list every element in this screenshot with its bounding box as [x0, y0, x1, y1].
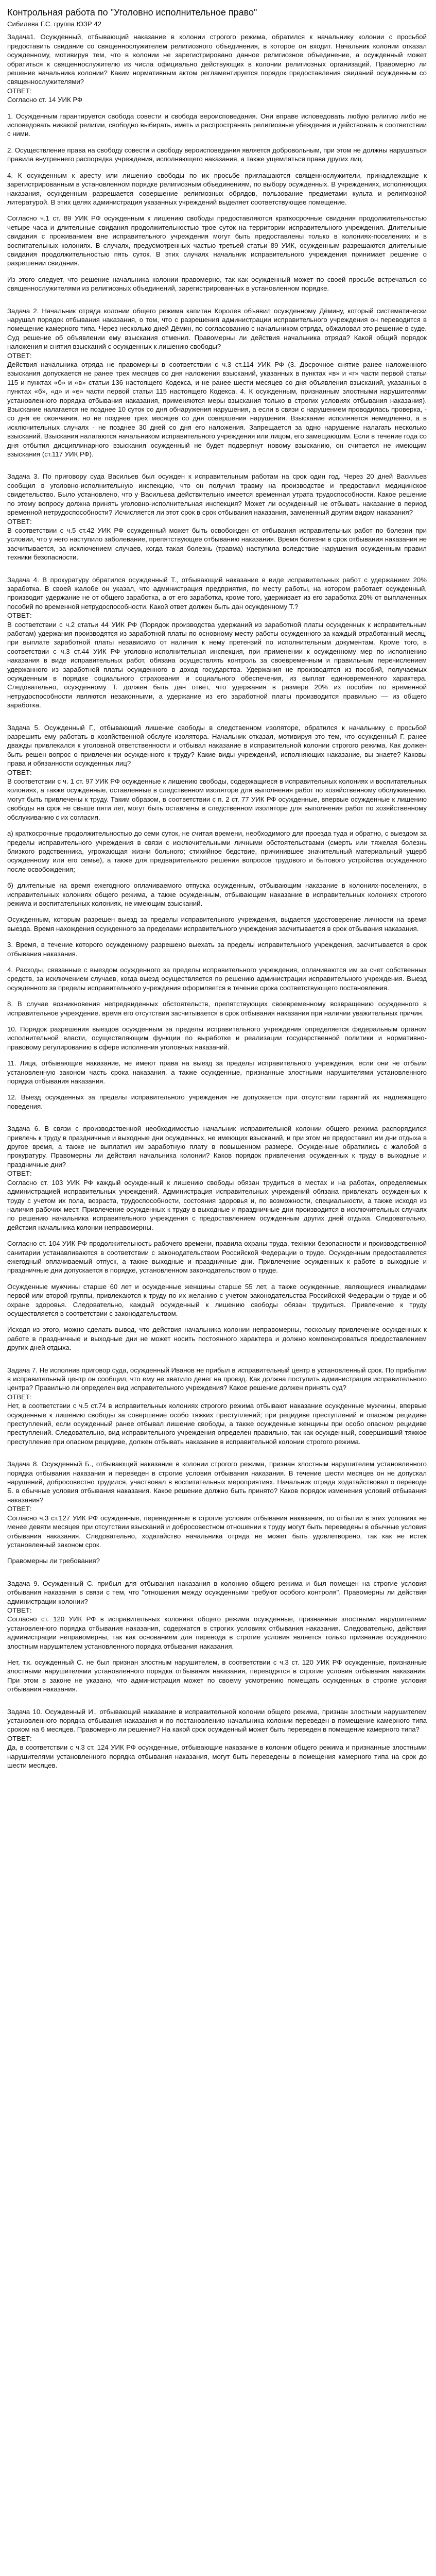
answer-paragraph: Согласно ст. 104 УИК РФ продолжительность рабочего времени, правила охраны труда, техники безопасности и производственной санитарии устанавливаются в соответствии с законодательством Российской Федерации о труде. Осужденным предоставляется ежегодный оплачиваемый отпуск, а также выходные и праздничные дни. Привлечение осужденных к работе в выходные и праздничные дни допускается в порядке, установленном законодательством о труде. [7, 1240, 427, 1275]
task-question: Задача 6. В связи с производственной необходимостью начальник исправительной колонии общего режима распорядился привлечь к труду в праздничные и выходные дни осужденных, не имеющих взысканий, и при этом не предоставил им дни отдыха в другое время, а также не выплатил им заработную плату в повышенном размере. Осужденные обратились с жалобой в прокуратуру. Правомерны ли действия начальника колонии? Каков порядок привлечения осужденных к труду в выходные и праздничные дни? [7, 1125, 427, 1168]
task-question: Задача 9. Осужденный С. прибыл для отбывания наказания в колонию общего режима и был помещен на строгие условия отбывания наказания в связи с тем, что "отношения между осужденными требуют особого контроля". Правомерны ли действия администрации колонии? [7, 1579, 427, 1605]
answer-body [7, 1401, 427, 1446]
task-item [7, 307, 427, 459]
answer-paragraph: Да, в соответствии с ч.3 ст. 124 УИК РФ осужденные, отбывающие наказание в колонии общего режима и признанные злостными нарушителями установленного порядка отбывания наказания, могут быть переведены в помещения камерного типа на срок до шести месяцев. [7, 1743, 427, 1770]
answer-paragraph: Согласно ст. 120 УИК РФ в исправительных колониях общего режима осужденные, признанные злостными нарушителями установленного порядка отбывания наказания, содержатся в строгих условиях отбывания наказания. Следовательно, действия администрации неправомерны, так как основанием для перевода в строгие условия является только признание осужденного злостным нарушителем установленного порядка отбывания наказания. [7, 1615, 427, 1650]
answer-label: ОТВЕТ: [7, 1734, 32, 1742]
task-item [7, 1124, 427, 1352]
answer-label: ОТВЕТ: [7, 1606, 32, 1614]
answer-body [7, 777, 427, 1111]
answer-label: ОТВЕТ: [7, 1505, 32, 1513]
answer-paragraph: В соответствии с ч.5 ст.42 УИК РФ осужденный может быть освобожден от отбывания исправительных работ по болезни при условии, что у него наступило заболевание, препятствующее отбыванию наказания. Время болезни в срок отбывания наказания не засчитывается, за исключением случаев, когда такая болезнь (травма) наступила вследствие нарушения осужденным правил техники безопасности. [7, 526, 427, 562]
task-question: Задача 5. Осужденный Г., отбывающий лишение свободы в следственном изоляторе, обратился к начальнику с просьбой разрешить ему работать в хозяйственной обслуге изолятора. Начальник отказал, мотивируя это тем, что осужденный Г. ранее дважды привлекался к уголовной ответственности и отбывал наказание в исправительной колонии строгого режима. Как должен быть решен вопрос о привлечении осужденного к труду? Какие виды учреждений, исполняющих наказание, вы знаете? Каковы права и обязанности осужденных лиц? [7, 723, 427, 768]
answer-label: ОТВЕТ: [7, 87, 32, 95]
answer-label: ОТВЕТ: [7, 351, 32, 360]
task-item [7, 1460, 427, 1565]
answer-paragraph: 11. Лица, отбывающие наказание, не имеют права на выезд за пределы исправительного учреждения, если они не отбыли установленную законом часть срока наказания, а также осужденные, признанные злостными нарушителями установленного порядка отбывания наказания. [7, 1059, 427, 1086]
answer-paragraph: 8. В случае возникновения непредвиденных обстоятельств, препятствующих своевременному возвращению осужденного в исправительное учреждение, время его отсутствия засчитывается в срок отбывания наказания при наличии уважительных причин. [7, 1000, 427, 1017]
answer-body [7, 1178, 427, 1352]
answer-paragraph: Согласно ч.1 ст. 89 УИК РФ осужденным к лишению свободы предоставляются краткосрочные свидания продолжительностью четыре часа и длительные свидания продолжительностью трое суток на территории исправительного учреждения. Длительные свидания с проживанием вне исправительного учреждения могут быть предоставлены только в колониях-поселениях и в воспитательных колониях. В случаях, предусмотренных частью третьей статьи 89 УИК, осужденным разрешаются длительные свидания продолжительностью пять суток. В этих случаях начальник исправительного учреждения принимает решение о разрешении свидания. [7, 214, 427, 267]
task-item [7, 723, 427, 1111]
answer-body [7, 526, 427, 562]
task-question: Задача1. Осужденный, отбывающий наказание в колонии строгого режима, обратился к начальнику колонии с просьбой предоставить свидание со священнослужителем религиозного объединения, в которое он входит. Начальник колонии отказал осужденному, мотивируя тем, что в колонии не зарегистрировано данное религиозное объединение, а осужденный может обратиться к священнослужителю из числа официально действующих в колонии религиозных организаций. Правомерно ли решение начальника колонии? Каким нормативным актом регламентируется порядок предоставления свиданий осужденным со священнослужителями? [7, 33, 427, 86]
answer-body [7, 1514, 427, 1566]
document-title: Контрольная работа по "Уголовно исполнительное право" [7, 7, 257, 18]
answer-paragraph: Согласно ч.3 ст.127 УИК РФ осужденные, переведенные в строгие условия отбывания наказания, по отбытии в этих условиях не менее девяти месяцев при отсутствии взысканий и добросовестном отношении к труду могут быть переведены в обычные условия отбывания наказания. Следовательно, ходатайство начальника отряда не может быть удовлетворено, так как не истек установленный законом срок. [7, 1514, 427, 1549]
answer-body [7, 620, 427, 710]
answer-paragraph: Нет, в соответствии с ч.5 ст.74 в исправительных колониях строгого режима отбывают наказание осужденные мужчины, впервые осужденные к лишению свободы за совершение особо тяжких преступлений; при рецидиве преступлений и опасном рецидиве преступлений, если осужденный ранее отбывал лишение свободы, а также осужденные женщины при особо опасном рецидиве преступлений. Следовательно, вид исправительного учреждения определен правильно, так как осужденный, совершивший тяжкое преступление при опасном рецидиве, должен отбывать наказание в исправительной колонии строгого режима. [7, 1402, 427, 1446]
answer-paragraph: Осужденные мужчины старше 60 лет и осужденные женщины старше 55 лет, а также осужденные, являющиеся инвалидами первой или второй группы, привлекаются к труду по их желанию с учетом законодательства Российской Федерации о труде и об охране здоровья. Следовательно, каждый осужденный к лишению свободы обязан трудиться. Привлечение к труду осуществляется в соответствии с законодательством. [7, 1282, 427, 1317]
answer-paragraph: а) краткосрочные продолжительностью до семи суток, не считая времени, необходимого для проезда туда и обратно, с выездом за пределы исправительного учреждения в связи с исключительными личными обстоятельствами (смерть или тяжелая болезнь близкого родственника, угрожающая жизни больного; стихийное бедствие, причинившее значительный материальный ущерб осужденному или его семье), а также для предварительного решения вопросов трудового и бытового устройства осужденного после освобождения; [7, 829, 427, 873]
answer-paragraph: Из этого следует, что решение начальника колонии правомерно, так как осужденный может по своей просьбе встречаться со священнослужителями из религиозных объединений, зарегистрированных в установленном порядке. [7, 275, 427, 293]
answer-paragraph: 2. Осуществление права на свободу совести и свободу вероисповедания является добровольным, при этом не должны нарушаться правила внутреннего распорядка учреждения, исполняющего наказания, а также ущемляться права других лиц. [7, 146, 427, 163]
answer-label: ОТВЕТ: [7, 1170, 32, 1178]
answer-label: ОТВЕТ: [7, 612, 32, 620]
answer-paragraph: Действия начальника отряда не правомерны в соответствии с ч.3 ст.114 УИК РФ (3. Досрочное снятие ранее наложенного взыскания допускается не ранее трех месяцев со дня наложения взысканий, указанных в пунктах «в» и «г» части первой статьи 115 и пунктах «б» и «в» статьи 136 настоящего Кодекса, и не ранее шести месяцев со дня объявления взысканий, указанных в пунктах «б», «д» и «е» части первой статьи 115 настоящего Кодекса. 4. К осужденным, признанным злостными нарушителями установленного порядка отбывания наказания, применяются меры взыскания только в строгих условиях отбывания наказания). Взыскание налагается не позднее 10 суток со дня обнаружения нарушения, а если в связи с нарушением проводилась проверка, - со дня ее окончания, но не позднее трех месяцев со дня совершения нарушения. Взыскание исполняется немедленно, а в исключительных случаях - не позднее 30 дней со дня его наложения. Запрещается за одно нарушение налагать несколько взысканий. Взыскания налагаются начальником исправительного учреждения или лицом, его замещающим. Если в течение года со дня отбытия дисциплинарного взыскания осужденный не будет подвергнут новому взысканию, он считается не имеющим взыскания (ст.117 УИК РФ). [7, 361, 427, 459]
answer-paragraph: Осужденным, которым разрешен выезд за пределы исправительного учреждения, выдается удостоверение личности на время выезда. Время нахождения осужденного за пределами исправительного учреждения засчитывается в срок отбывания наказания. [7, 916, 427, 933]
answer-paragraph: Правомерны ли требования? [7, 1557, 100, 1565]
task-item [7, 1366, 427, 1447]
task-item [7, 472, 427, 562]
answer-body [7, 1743, 427, 1770]
answer-paragraph: 1. Осужденным гарантируется свобода совести и свобода вероисповедания. Они вправе исповедовать любую религию либо не исповедовать никакой религии, свободно выбирать, иметь и распространять религиозные убеждения и действовать в соответствии с ними. [7, 112, 427, 138]
answer-paragraph: Согласно ст. 103 УИК РФ каждый осужденный к лишению свободы обязан трудиться в местах и на работах, определяемых администрацией исправительных учреждений. Администрация исправительных учреждений обязана привлекать осужденных к труду с учетом их пола, возраста, трудоспособности, состояния здоровья и, по возможности, специальности, а также исходя из наличия рабочих мест. Привлечение осужденных к труду в выходные и праздничные дни производится в исключительных случаях по решению начальника исправительного учреждения с предоставлением осужденным других дней отдыха. Следовательно, действия начальника колонии неправомерны. [7, 1178, 427, 1231]
answer-paragraph: 4. К осужденным к аресту или лишению свободы по их просьбе приглашаются священнослужители, принадлежащие к зарегистрированным в установленном порядке религиозным объединениям, по выбору осужденных. В учреждениях, исполняющих наказания, осужденным разрешается совершение религиозных обрядов, пользование предметами культа и религиозной литературой. В этих целях администрация указанных учреждений выделяет соответствующее помещение. [7, 171, 427, 206]
answer-paragraph: Нет, т.к. осужденный С. не был признан злостным нарушителем, в соответствии с ч.3 ст. 120 УИК РФ осужденные, признанные злостными нарушителями установленного порядка отбывания наказания, переводятся в строгие условия отбывания наказания. При этом в законе не указано, что администрация может по своему усмотрению помещать осужденных в строгие условия отбывания наказания. [7, 1658, 427, 1693]
answer-body [7, 1615, 427, 1693]
document-author: Сибилева Г.С. группа ЮЗР 42 [7, 20, 102, 28]
answer-paragraph: 3. Время, в течение которого осужденному разрешено выехать за пределы исправительного учреждения, засчитывается в срок отбывания наказания. [7, 941, 427, 958]
answer-paragraph: В соответствии с ч. 1 ст. 97 УИК РФ осужденные к лишению свободы, содержащиеся в исправительных колониях и воспитательных колониях, а также осужденные, оставленные в следственном изоляторе для выполнения работ по хозяйственному обслуживанию, могут быть привлечены к труду. Таким образом, в соответствии с п. 2 ст. 77 УИК РФ осужденные, впервые осужденные к лишению свободы на срок не свыше пяти лет, могут быть оставлены в следственном изоляторе для выполнения работ по хозяйственному обслуживанию с их согласия. [7, 777, 427, 821]
answer-paragraph: 4. Расходы, связанные с выездом осужденного за пределы исправительного учреждения, оплачиваются им за счет собственных средств, за исключением случаев, когда выезд осуществляется по решению администрации исправительного учреждения. Выезд осужденного за пределы исправительного учреждения оформляется в течение срока соответствующего постановления. [7, 965, 427, 992]
answer-body [7, 95, 427, 293]
task-item [7, 1707, 427, 1770]
answer-body [7, 360, 427, 459]
answer-paragraph: В соответствии с ч.2 статьи 44 УИК РФ (Порядок производства удержаний из заработной платы осужденных к исправительным работам) удержания производятся из заработной платы по основному месту работы осужденного за каждый отработанный месяц, при выплате заработной платы независимо от наличия к нему претензий по исполнительным документам. Кроме того, в соответствии с ч.3 ст.44 УИК РФ уголовно-исполнительная инспекция, при применении к осужденному мер по исполнению наказания в виде исправительных работ, обязана осуществлять контроль за своевременным и правильным перечислением удержанного из заработной платы осужденного в доход государства. Удержания не производятся из пособий, получаемых осужденным в порядке социального страхования и социального обеспечения, из выплат единовременного характера. Следовательно, осужденному Т. должен быть дан ответ, что удержания в размере 20% из пособия по временной нетрудоспособности являются незаконными, а удержание из его заработной платы производится правильно — из общего заработка. [7, 620, 427, 709]
task-question: Задача 10. Осужденный И., отбывающий наказание в исправительной колонии общего режима, признан злостным нарушителем установленного порядка отбывания наказания и по постановлению начальника колонии переведен в помещение камерного типа сроком на 6 месяцев. Правомерно ли решение? На какой срок осужденный может быть переведен в помещение камерного типа? [7, 1707, 427, 1734]
task-question: Задача 7. Не исполнив приговор суда, осужденный Иванов не прибыл в исправительный центр в установленный срок. По прибытии в исправительный центр он сообщил, что ему не хватило денег на проезд. Как должна поступить администрация исправительного центра? Правильно ли определен вид исправительного учреждения? Какое решение должен принять суд? [7, 1366, 427, 1392]
answer-label: ОТВЕТ: [7, 768, 32, 776]
task-question: Задача 8. Осужденный Б., отбывающий наказание в колонии строгого режима, признан злостным нарушителем установленного порядка отбывания наказания и переведен в строгие условия отбывания наказания. В течение шести месяцев он не допускал нарушений, добросовестно трудился, участвовал в воспитательных мероприятиях. Начальник отряда ходатайствовал о переводе Б. в обычные условия отбывания наказания. Какое решение должно быть принято? Каков порядок изменения условий отбывания наказания? [7, 1460, 427, 1504]
answer-paragraph: Согласно ст. 14 УИК РФ [7, 96, 82, 104]
task-list [7, 32, 427, 1770]
answer-paragraph: 10. Порядок разрешения выездов осужденным за пределы исправительного учреждения определяется федеральным органом исполнительной власти, осуществляющим функции по выработке и реализации государственной политики и нормативно-правовому регулированию в сфере исполнения уголовных наказаний. [7, 1025, 427, 1051]
task-question: Задача 2. Начальник отряда колонии общего режима капитан Королев объявил осужденному Дёмину, который систематически нарушал порядок отбывания наказания, о том, что с разрешения администрации исправительного учреждения он переводится в помещение камерного типа. Через несколько дней Дёмин, по согласованию с начальником отряда, обжаловал это решение в суде. Суд решение об объявлении ему взыскания отменил. Правомерны ли действия начальника отряда? Какой общий порядок наложения и снятия взысканий с осужденных к лишению свободы? [7, 307, 427, 351]
task-question: Задача 3. По приговору суда Васильев был осужден к исправительным работам на срок один год. Через 20 дней Васильев сообщил в уголовно-исполнительную инспекцию, что он получил травму на производстве и предоставил медицинское свидетельство. Было установлено, что у Васильева действительно имеется временная утрата трудоспособности. Какое решение по этому вопросу должна принять уголовно-исполнительная инспекция? Может ли осужденный не отбывать наказание в период временной нетрудоспособности? Исчисляется ли этот срок в срок отбывания наказания, замененный другим видом наказания? [7, 472, 427, 517]
answer-paragraph: 12. Выезд осужденных за пределы исправительного учреждения не допускается при отсутствии гарантий их надлежащего поведения. [7, 1093, 427, 1110]
task-item [7, 1579, 427, 1694]
task-item [7, 575, 427, 710]
answer-paragraph: Исходя из этого, можно сделать вывод, что действия начальника колонии неправомерны, поскольку привлечение осужденных к работе в праздничные и выходные дни не может носить постоянного характера и должно компенсироваться предоставлением других дней отдыха. [7, 1326, 427, 1352]
task-question: Задача 4. В прокуратуру обратился осужденный Т., отбывающий наказание в виде исправительных работ с удержанием 20% заработка. В своей жалобе он указал, что администрация предприятия, по месту работы, на котором работает осужденный, производит удержание не от общего заработка, а от его заработка, кроме того, удерживает из его заработка 20% от выплаченных пособий по временной нетрудоспособности. Какой ответ должен быть дан осужденному Т.? [7, 575, 427, 611]
answer-label: ОТВЕТ: [7, 1393, 32, 1401]
answer-label: ОТВЕТ: [7, 517, 32, 526]
answer-paragraph: б) длительные на время ежегодного оплачиваемого отпуска осужденным, отбывающим наказание в колониях-поселениях, в исправительных колониях общего режима, а также осужденным, отбывающим наказание в исправительных колониях строгого режима и воспитательных колониях, не имеющим взысканий. [7, 882, 427, 907]
task-item [7, 32, 427, 293]
